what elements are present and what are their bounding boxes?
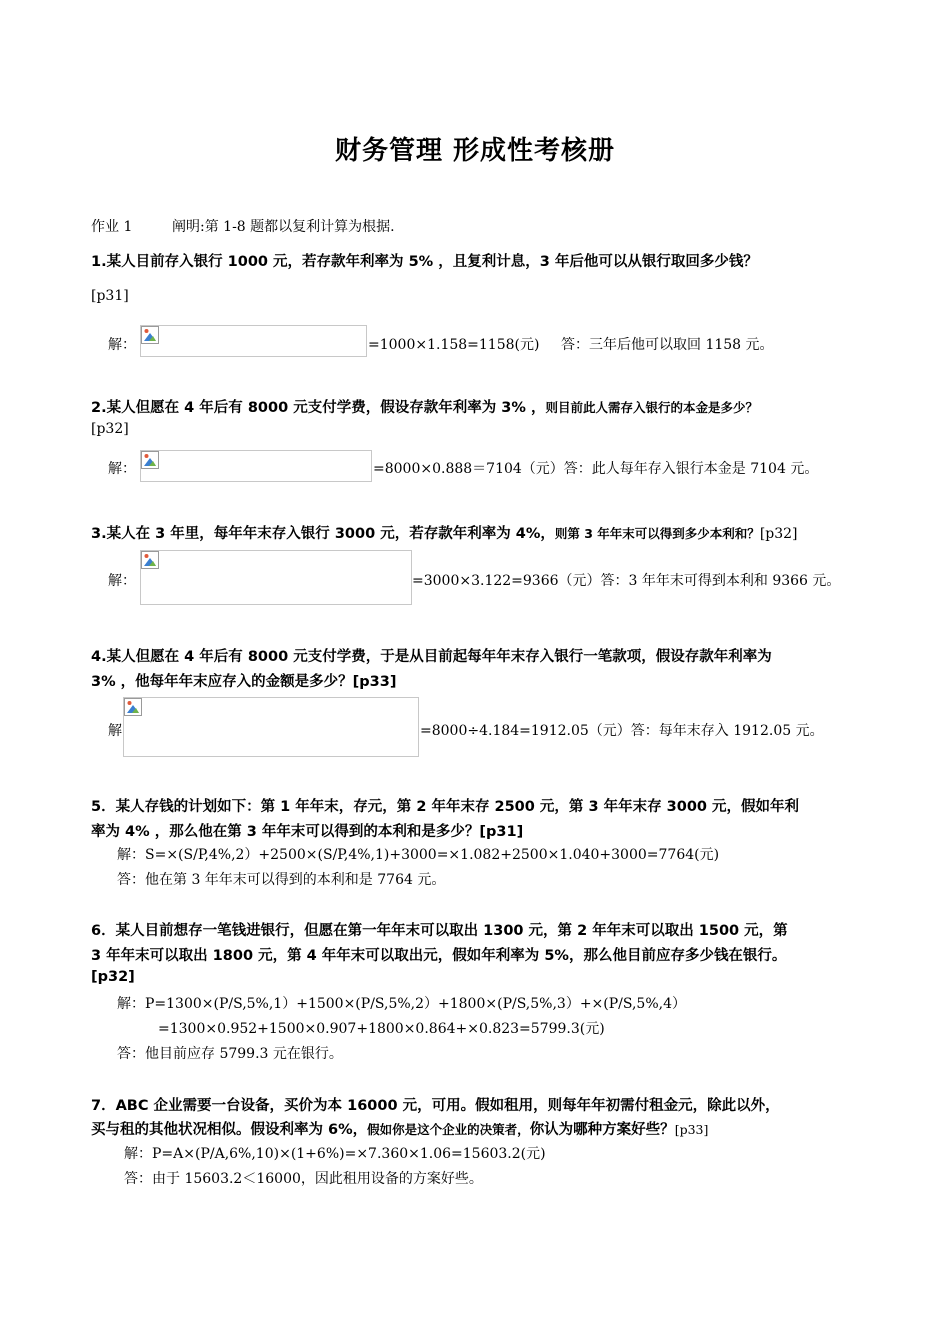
question-6-line-1: 6．某人目前想存一笔钱进银行，但愿在第一年年末可以取出 1300 元，第 2 年年末可以取出 1500 元，第 <box>91 923 788 939</box>
answer-1: 答：三年后他可以取回 1158 元。 <box>561 337 774 353</box>
question-1: 1.某人目前存入银行 1000 元，若存款年利率为 5% ，且复利计息，3 年后他可以从银行取回多少钱？ <box>91 254 758 270</box>
solution-6-line-2: =1300×0.952+1500×0.907+1800×0.864+×0.823=5799.3(元) <box>158 1021 605 1037</box>
formula-1: =1000×1.158=1158(元) <box>368 337 540 353</box>
solution-3-label: 解： <box>108 573 136 589</box>
question-6-line-3: [p32] <box>91 969 135 985</box>
question-7-line-1: 7．ABC 企业需要一台设备，买价为本 16000 元，可用。假如租用，则每年年初需付租金元，除此以外， <box>91 1098 780 1114</box>
formula-3: =3000×3.122=9366（元）答：3 年年末可得到本利和 9366 元。 <box>412 573 841 589</box>
question-4-line-2: 3% ，他每年年末应存入的金额是多少？[p33] <box>91 674 397 690</box>
formula-image-3 <box>140 550 412 605</box>
page-title: 财务管理 形成性考核册 <box>334 136 616 166</box>
question-2 <box>91 396 758 417</box>
broken-image-icon <box>141 326 159 344</box>
broken-image-icon <box>124 698 142 716</box>
formula-image-2 <box>140 450 372 482</box>
question-3-tail: 则第 3 年年末可以得到多少本利和？ <box>554 526 760 541</box>
broken-image-icon <box>141 551 159 569</box>
formula-image-4 <box>123 697 419 757</box>
formula-image-1 <box>140 325 367 357</box>
answer-7: 答：由于 15603.2＜16000，因此租用设备的方案好些。 <box>124 1171 483 1187</box>
solution-1-label: 解： <box>108 337 136 353</box>
solution-4-label: 解 <box>108 723 122 739</box>
solution-6-line-1: 解：P=1300×(P/S,5%,1）+1500×(P/S,5%,2）+1800×(P/S,5%,3）+×(P/S,5%,4） <box>117 996 686 1012</box>
homework-label: 作业 1 <box>91 219 133 235</box>
answer-6: 答：他目前应存 5799.3 元在银行。 <box>117 1046 343 1062</box>
question-5-line-1: 5．某人存钱的计划如下：第 1 年年末，存元，第 2 年年末存 2500 元，第 3 年年末存 3000 元，假如年利 <box>91 799 800 815</box>
formula-2: =8000×0.888＝7104（元）答：此人每年存入银行本金是 7104 元。 <box>373 461 819 477</box>
solution-7: 解：P=A×(P/A,6%,10)×(1+6%)=×7.360×1.06=15603.2(元) <box>124 1146 546 1162</box>
question-7-ref: [p33] <box>674 1122 709 1137</box>
question-7-small: 假如你是这个企业的决策者， <box>367 1122 530 1137</box>
homework-note: 阐明:第 1-8 题都以复利计算为根据. <box>172 219 395 235</box>
question-5-line-2: 率为 4% ，那么他在第 3 年年末可以得到的本利和是多少？[p31] <box>91 824 524 840</box>
question-3 <box>91 522 798 543</box>
question-2-tail: 则目前此人需存入银行的本金是多少？ <box>545 400 758 415</box>
question-7-tail: 你认为哪种方案好些？ <box>529 1122 675 1138</box>
formula-4: =8000÷4.184=1912.05（元）答：每年末存入 1912.05 元。 <box>420 723 824 739</box>
broken-image-icon <box>141 451 159 469</box>
solution-5: 解：S=×(S/P,4%,2）+2500×(S/P,4%,1)+3000=×1.082+2500×1.040+3000=7764(元) <box>117 847 720 863</box>
question-3-ref: [p32] <box>759 526 798 542</box>
solution-2-label: 解： <box>108 461 136 477</box>
question-3-main: 3.某人在 3 年里，每年年末存入银行 3000 元，若存款年利率为 4%， <box>91 526 555 542</box>
question-6-line-2: 3 年年末可以取出 1800 元，第 4 年年末可以取出元，假如年利率为 5%，那么他目前应存多少钱在银行。 <box>91 948 787 964</box>
question-4-line-1: 4.某人但愿在 4 年后有 8000 元支付学费，于是从目前起每年年末存入银行一笔款项，假设存款年利率为 <box>91 649 772 665</box>
question-7-main: 买与租的其他状况相似。假设利率为 6%， <box>91 1122 368 1138</box>
answer-5: 答：他在第 3 年年末可以得到的本利和是 7764 元。 <box>117 872 446 888</box>
question-7-line-2 <box>91 1118 708 1139</box>
question-2-main: 2.某人但愿在 4 年后有 8000 元支付学费，假设存款年利率为 3% ， <box>91 400 546 416</box>
question-1-ref: [p31] <box>91 288 129 304</box>
question-2-ref: [p32] <box>91 421 129 437</box>
